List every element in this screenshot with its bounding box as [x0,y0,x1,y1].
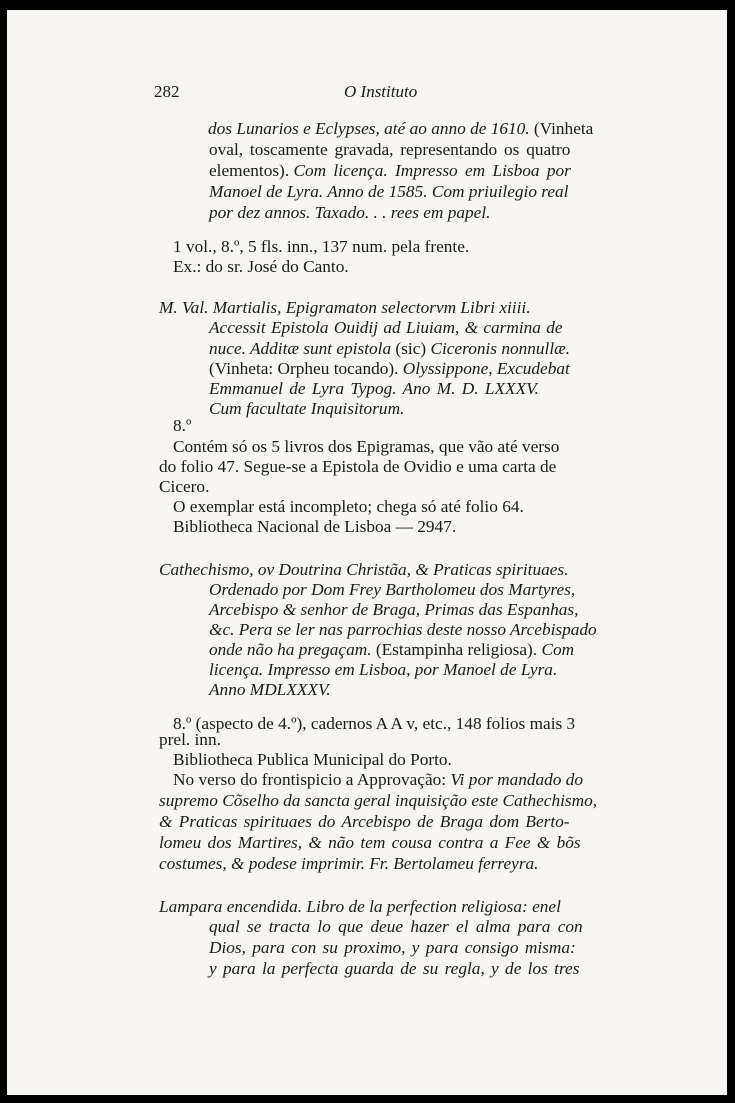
entry-line: dos Lunarios e Eclypses, até ao anno de 1610. (Vinheta [208,119,594,138]
description-line: Contém só os 5 livros dos Epigramas, que vão até verso [173,437,560,456]
entry-line: nuce. Additæ sunt epistola (sic) Ciceronis nonnullæ. [209,339,570,358]
running-head [7,82,727,106]
entry-line: onde não ha pregaçam. (Estampinha religiosa). Com [209,640,575,659]
format: 8.º [173,416,192,435]
entry-line: (Vinheta: Orpheu tocando). Olyssippone, Excudebat [209,359,570,378]
approval-line: costumes, & podese imprimir. Fr. Bertolameu ferreyra. [159,854,539,873]
approval-line: lomeu dos Martires, & não tem cousa contra a Fee & bõs [159,833,581,852]
entry-line: Emmanuel de Lyra Typog. Ano M. D. LXXXV. [209,379,539,398]
library-holding: Bibliotheca Publica Municipal do Porto. [173,750,452,769]
entry-line: y para la perfecta guarda de su regla, y de los tres [209,959,580,978]
format-line: 8.º (aspecto de 4.º), cadernos A A v, etc., 148 folios mais 3 [173,714,576,733]
entry-line: por dez annos. Taxado. . . rees em papel. [209,203,491,222]
entry-line: Manoel de Lyra. Anno de 1585. Com priuilegio real [209,182,569,201]
format-line: prel. inn. [159,730,221,749]
description-line: do folio 47. Segue-se a Epistola de Ovidio e uma carta de [159,457,557,476]
volume-info: 1 vol., 8.º, 5 fls. inn., 137 num. pela frente. [173,237,470,256]
library-holding: Bibliotheca Nacional de Lisboa — 2947. [173,517,457,536]
approval-line: & Praticas spirituaes do Arcebispo de Braga dom Berto- [159,812,570,831]
entry-line: Anno MDLXXXV. [209,680,331,699]
page-number: 282 [154,82,180,101]
entry-line: elementos). Com licença. Impresso em Lisboa por [209,161,571,180]
entry-line: Arcebispo & senhor de Braga, Primas das Espanhas, [209,600,579,619]
running-title: O Instituto [344,82,418,101]
entry-line: Cum facultate Inquisitorum. [209,399,405,418]
entry-line: &c. Pera se ler nas parrochias deste nosso Arcebispado [209,620,597,639]
entry-line: qual se tracta lo que deue hazer el alma para con [209,917,583,936]
entry-line: licença. Impresso em Lisboa, por Manoel de Lyra. [209,660,558,679]
entry-line: Ordenado por Dom Frey Bartholomeu dos Martyres, [209,580,576,599]
approval-line: supremo Cõselho da sancta geral inquisição este Cathechismo, [159,791,598,810]
description-line: Cicero. [159,477,210,496]
entry-line: oval, toscamente gravada, representando os quatro [209,140,571,159]
entry-line: Dios, para con su proximo, y para consigo misma: [209,938,576,957]
entry-line: Lampara encendida. Libro de la perfection religiosa: enel [159,897,561,916]
exemplar-owner: Ex.: do sr. José do Canto. [173,257,349,276]
approval-line: No verso do frontispicio a Approvação: Vi por mandado do [173,770,584,789]
copy-note: O exemplar está incompleto; chega só até folio 64. [173,497,524,516]
entry-line: Accessit Epistola Ouidij ad Liuiam, & carmina de [209,318,563,337]
entry-line: Cathechismo, ov Doutrina Christãa, & Praticas spirituaes. [159,560,569,579]
entry-line: M. Val. Martialis, Epigramaton selectorvm Libri xiiii. [159,298,531,317]
book-page [7,10,727,1095]
